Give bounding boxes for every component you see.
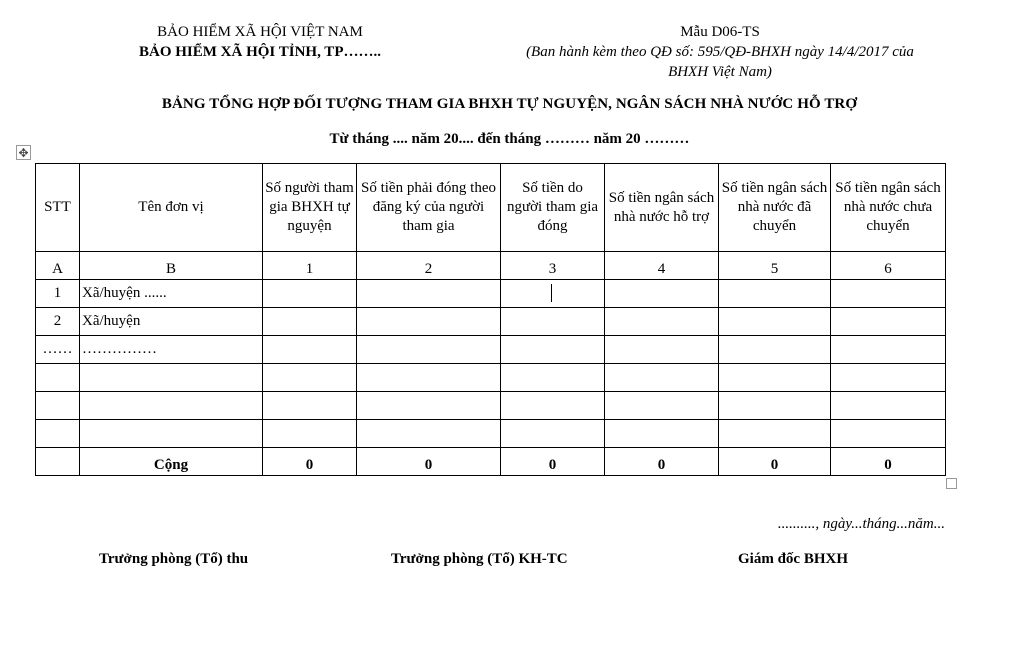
form-code: Mẫu D06-TS	[680, 24, 760, 40]
data-cell[interactable]	[357, 392, 501, 420]
data-cell[interactable]	[357, 280, 501, 308]
header-amount-paid: Số tiền do người tham gia đóng	[501, 164, 605, 252]
stt-cell[interactable]	[36, 364, 80, 392]
index-cell[interactable]: 5	[719, 252, 831, 280]
header-state-support: Số tiền ngân sách nhà nước hỗ trợ	[605, 164, 719, 252]
issued-decision-line-2: BHXH Việt Nam)	[668, 64, 772, 80]
period-subtitle: Từ tháng .... năm 20.... đến tháng ……… năm 20 ………	[329, 131, 690, 147]
index-cell[interactable]: A	[36, 252, 80, 280]
total-value[interactable]: 0	[831, 448, 946, 476]
header-participants: Số người tham gia BHXH tự nguyện	[263, 164, 357, 252]
data-cell[interactable]	[605, 420, 719, 448]
stt-cell[interactable]	[36, 392, 80, 420]
total-value[interactable]: 0	[501, 448, 605, 476]
provincial-agency-name: BẢO HIỂM XÃ HỘI TỈNH, TP……..	[139, 44, 381, 60]
index-cell[interactable]: 6	[831, 252, 946, 280]
data-cell[interactable]	[831, 364, 946, 392]
agency-name: BẢO HIỂM XÃ HỘI VIỆT NAM	[157, 24, 363, 40]
document-title: BẢNG TỔNG HỢP ĐỐI TƯỢNG THAM GIA BHXH TỰ NGUYỆN, NGÂN SÁCH NHÀ NƯỚC HỖ TRỢ	[161, 96, 858, 112]
data-cell[interactable]	[263, 336, 357, 364]
data-cell[interactable]	[719, 420, 831, 448]
column-index-row	[36, 252, 946, 280]
header-state-transferred: Số tiền ngân sách nhà nước đã chuyển	[719, 164, 831, 252]
table-row	[36, 308, 946, 336]
data-cell[interactable]	[719, 336, 831, 364]
data-cell[interactable]	[831, 280, 946, 308]
total-row	[36, 448, 946, 476]
date-line: .........., ngày...tháng...năm...	[777, 516, 945, 532]
table-header-row	[36, 164, 946, 252]
header-left	[110, 22, 410, 62]
unit-name-cell[interactable]: ……………	[80, 336, 263, 364]
signature-head-collection: Trưởng phòng (Tổ) thu	[99, 551, 249, 567]
unit-name-cell[interactable]	[80, 420, 263, 448]
unit-name-cell[interactable]: Xã/huyện ......	[80, 280, 263, 308]
data-cell[interactable]	[501, 392, 605, 420]
data-cell[interactable]	[263, 308, 357, 336]
header-right	[490, 22, 950, 82]
index-cell[interactable]: B	[80, 252, 263, 280]
signature-director: Giám đốc BHXH	[738, 551, 849, 567]
data-cell[interactable]	[263, 392, 357, 420]
data-cell[interactable]	[357, 336, 501, 364]
data-cell[interactable]	[719, 392, 831, 420]
header-stt: STT	[36, 164, 80, 252]
index-cell[interactable]: 1	[263, 252, 357, 280]
total-value[interactable]: 0	[263, 448, 357, 476]
table-row	[36, 280, 946, 308]
data-cell[interactable]	[263, 420, 357, 448]
data-cell[interactable]	[501, 336, 605, 364]
index-cell[interactable]: 4	[605, 252, 719, 280]
data-cell[interactable]	[605, 364, 719, 392]
data-cell[interactable]	[831, 420, 946, 448]
data-cell[interactable]	[605, 280, 719, 308]
header-unit-name: Tên đơn vị	[80, 164, 263, 252]
data-cell[interactable]	[501, 308, 605, 336]
index-cell[interactable]: 2	[357, 252, 501, 280]
stt-cell[interactable]	[36, 420, 80, 448]
header-state-not-transferred: Số tiền ngân sách nhà nước chưa chuyển	[831, 164, 946, 252]
total-value[interactable]: 0	[357, 448, 501, 476]
table-row	[36, 392, 946, 420]
unit-name-cell[interactable]	[80, 364, 263, 392]
stt-cell[interactable]: 2	[36, 308, 80, 336]
data-cell[interactable]	[719, 364, 831, 392]
data-cell[interactable]	[357, 364, 501, 392]
text-cursor	[551, 284, 552, 302]
total-value[interactable]: 0	[719, 448, 831, 476]
total-value[interactable]: 0	[605, 448, 719, 476]
stt-cell[interactable]: 1	[36, 280, 80, 308]
data-cell[interactable]	[605, 308, 719, 336]
data-cell[interactable]	[501, 420, 605, 448]
data-cell-active[interactable]	[501, 280, 605, 308]
data-cell[interactable]	[501, 364, 605, 392]
table-row	[36, 364, 946, 392]
signature-head-planning-finance: Trưởng phòng (Tổ) KH-TC	[391, 551, 568, 567]
unit-name-cell[interactable]	[80, 392, 263, 420]
summary-table	[35, 163, 946, 476]
data-cell[interactable]	[263, 280, 357, 308]
issued-decision-line-1: (Ban hành kèm theo QĐ số: 595/QĐ-BHXH ngày 14/4/2017 của	[526, 44, 914, 60]
data-cell[interactable]	[357, 420, 501, 448]
data-cell[interactable]	[719, 308, 831, 336]
total-label[interactable]: Cộng	[80, 448, 263, 476]
total-stt-cell[interactable]	[36, 448, 80, 476]
data-cell[interactable]	[605, 392, 719, 420]
data-cell[interactable]	[357, 308, 501, 336]
data-cell[interactable]	[719, 280, 831, 308]
stt-cell[interactable]: ……	[36, 336, 80, 364]
index-cell[interactable]: 3	[501, 252, 605, 280]
header-amount-registered: Số tiền phải đóng theo đăng ký của người tham gia	[357, 164, 501, 252]
table-resize-handle[interactable]	[946, 478, 957, 489]
unit-name-cell[interactable]: Xã/huyện	[80, 308, 263, 336]
data-cell[interactable]	[831, 336, 946, 364]
table-row	[36, 420, 946, 448]
data-cell[interactable]	[605, 336, 719, 364]
move-icon: ✥	[18, 146, 29, 160]
table-move-handle-icon[interactable]	[16, 145, 31, 160]
table-row	[36, 336, 946, 364]
data-cell[interactable]	[831, 392, 946, 420]
data-cell[interactable]	[831, 308, 946, 336]
data-cell[interactable]	[263, 364, 357, 392]
